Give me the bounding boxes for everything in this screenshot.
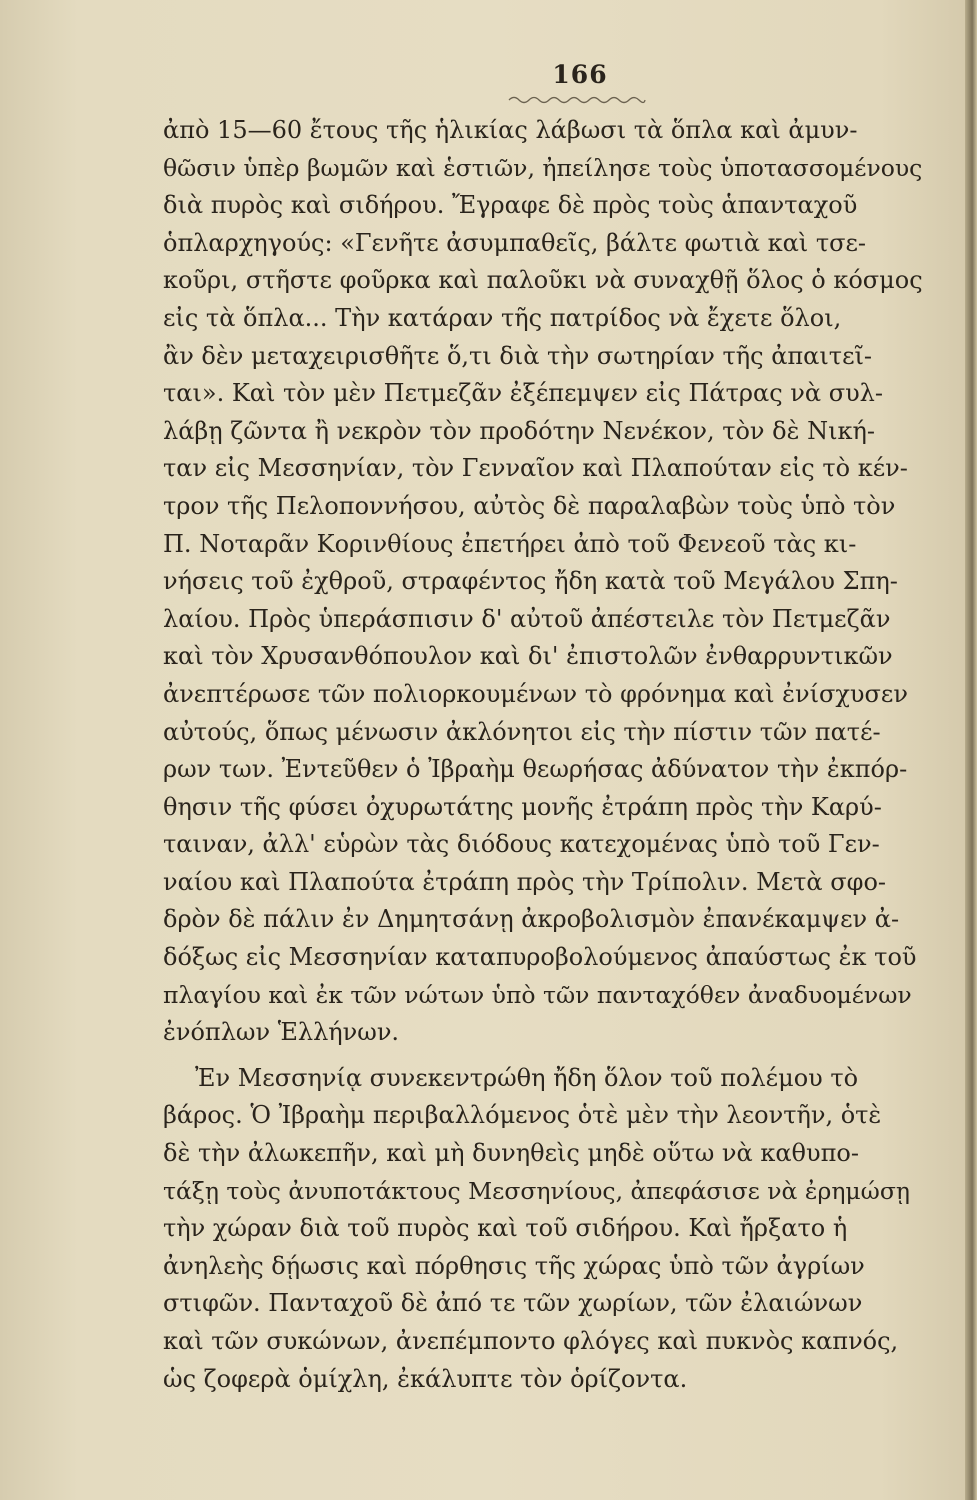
text-line: διὰ πυρὸς καὶ σιδήρου. Ἔγραφε δὲ πρὸς τοὺς ἁπανταχοῦ bbox=[163, 191, 858, 220]
text-line: πλαγίου καὶ ἐκ τῶν νώτων ὑπὸ τῶν πανταχόθεν ἀναδυομένων bbox=[163, 980, 912, 1009]
text-line: ὡς ζοφερὰ ὁμίχλη, ἐκάλυπτε τὸν ὁρίζοντα. bbox=[163, 1364, 688, 1393]
text-line: στιφῶν. Πανταχοῦ δὲ ἀπό τε τῶν χωρίων, τῶν ἐλαιώνων bbox=[163, 1289, 863, 1318]
body-text bbox=[163, 112, 923, 1398]
text-line: Ἐν Μεσσηνίᾳ συνεκεντρώθη ἤδη ὅλον τοῦ πολέμου τὸ bbox=[195, 1063, 859, 1092]
text-line: νήσεις τοῦ ἐχθροῦ, στραφέντος ἤδη κατὰ τοῦ Μεγάλου Σπη- bbox=[163, 567, 898, 596]
text-line: αὐτούς, ὅπως μένωσιν ἀκλόνητοι εἰς τὴν πίστιν τῶν πατέ- bbox=[163, 717, 881, 746]
text-line: ταιναν, ἀλλ' εὑρὼν τὰς διόδους κατεχομένας ὑπὸ τοῦ Γεν- bbox=[163, 830, 880, 859]
text-line: ἀνηλεὴς δῄωσις καὶ πόρθησις τῆς χώρας ὑπὸ τῶν ἀγρίων bbox=[163, 1251, 865, 1280]
header-ornament bbox=[507, 94, 647, 108]
text-line: ρων των. Ἐντεῦθεν ὁ Ἰβραὴμ θεωρήσας ἀδύνατον τὴν ἐκπόρ- bbox=[163, 755, 908, 784]
text-line: ἂν δὲν μεταχειρισθῆτε ὅ,τι διὰ τὴν σωτηρίαν τῆς ἀπαιτεῖ- bbox=[163, 341, 873, 370]
text-line: λαίου. Πρὸς ὑπεράσπισιν δ' αὐτοῦ ἀπέστειλε τὸν Πετμεζᾶν bbox=[163, 604, 891, 633]
page-edge-shadow bbox=[965, 0, 977, 1500]
text-line: δὲ τὴν ἀλωκεπῆν, καὶ μὴ δυνηθεὶς μηδὲ οὕτω νὰ καθυπο- bbox=[163, 1139, 859, 1168]
text-line: ἀνεπτέρωσε τῶν πολιορκουμένων τὸ φρόνημα καὶ ἐνίσχυσεν bbox=[163, 679, 908, 708]
text-line: δρὸν δὲ πάλιν ἐν Δημητσάνῃ ἀκροβολισμὸν ἐπανέκαμψεν ἀ- bbox=[163, 905, 900, 934]
paragraph bbox=[163, 112, 923, 1052]
text-line: καὶ τὸν Χρυσανθόπουλον καὶ δι' ἐπιστολῶν ἐνθαρρυντικῶν bbox=[163, 642, 893, 671]
text-line: ἐνόπλων Ἑλλήνων. bbox=[163, 1018, 400, 1047]
text-line: τρον τῆς Πελοποννήσου, αὐτὸς δὲ παραλαβὼν τοὺς ὑπὸ τὸν bbox=[163, 491, 896, 520]
text-line: δόξως εἰς Μεσσηνίαν καταπυροβολούμενος ἀπαύστως ἐκ τοῦ bbox=[163, 943, 917, 972]
text-line: κοῦρι, στῆστε φοῦρκα καὶ παλοῦκι νὰ συναχθῇ ὅλος ὁ κόσμος bbox=[163, 266, 923, 295]
text-line: ται». Καὶ τὸν μὲν Πετμεζᾶν ἐξέπεμψεν εἰς Πάτρας νὰ συλ- bbox=[163, 379, 883, 408]
text-line: Π. Νοταρᾶν Κορινθίους ἐπετήρει ἀπὸ τοῦ Φενεοῦ τὰς κι- bbox=[163, 529, 857, 558]
text-line: εἰς τὰ ὅπλα... Τὴν κατάραν τῆς πατρίδος νὰ ἔχετε ὅλοι, bbox=[163, 303, 842, 332]
text-line: τάξῃ τοὺς ἀνυποτάκτους Μεσσηνίους, ἀπεφάσισε νὰ ἐρημώσῃ bbox=[163, 1176, 910, 1205]
text-line: ὁπλαρχηγούς: «Γενῆτε ἀσυμπαθεῖς, βάλτε φωτιὰ καὶ τσε- bbox=[163, 228, 867, 257]
text-line: ναίου καὶ Πλαπούτα ἐτράπη πρὸς τὴν Τρίπολιν. Μετὰ σφο- bbox=[163, 867, 887, 896]
text-line: ἀπὸ 15—60 ἔτους τῆς ἡλικίας λάβωσι τὰ ὅπλα καὶ ἀμυν- bbox=[163, 116, 858, 144]
text-line: βάρος. Ὁ Ἰβραὴμ περιβαλλόμενος ὁτὲ μὲν τὴν λεοντῆν, ὁτὲ bbox=[163, 1101, 882, 1130]
text-line: καὶ τῶν συκώνων, ἀνεπέμποντο φλόγες καὶ πυκνὸς καπνός, bbox=[163, 1327, 899, 1355]
text-line: θησιν τῆς φύσει ὀχυρωτάτης μονῆς ἐτράπη πρὸς τὴν Καρύ- bbox=[163, 792, 882, 821]
text-line: θῶσιν ὑπὲρ βωμῶν καὶ ἑστιῶν, ἠπείλησε τοὺς ὑποτασσομένους bbox=[163, 153, 923, 182]
text-line: ταν εἰς Μεσσηνίαν, τὸν Γενναῖον καὶ Πλαπούταν εἰς τὸ κέν- bbox=[163, 454, 908, 483]
paragraph bbox=[163, 1060, 923, 1398]
paragraph-gap bbox=[163, 1052, 923, 1060]
text-line: λάβῃ ζῶντα ἢ νεκρὸν τὸν προδότην Νενέκον, τὸν δὲ Νική- bbox=[163, 416, 875, 445]
page-number: 166 bbox=[552, 60, 608, 89]
text-line: τὴν χώραν διὰ τοῦ πυρὸς καὶ τοῦ σιδήρου. Καὶ ἤρξατο ἡ bbox=[163, 1214, 848, 1243]
